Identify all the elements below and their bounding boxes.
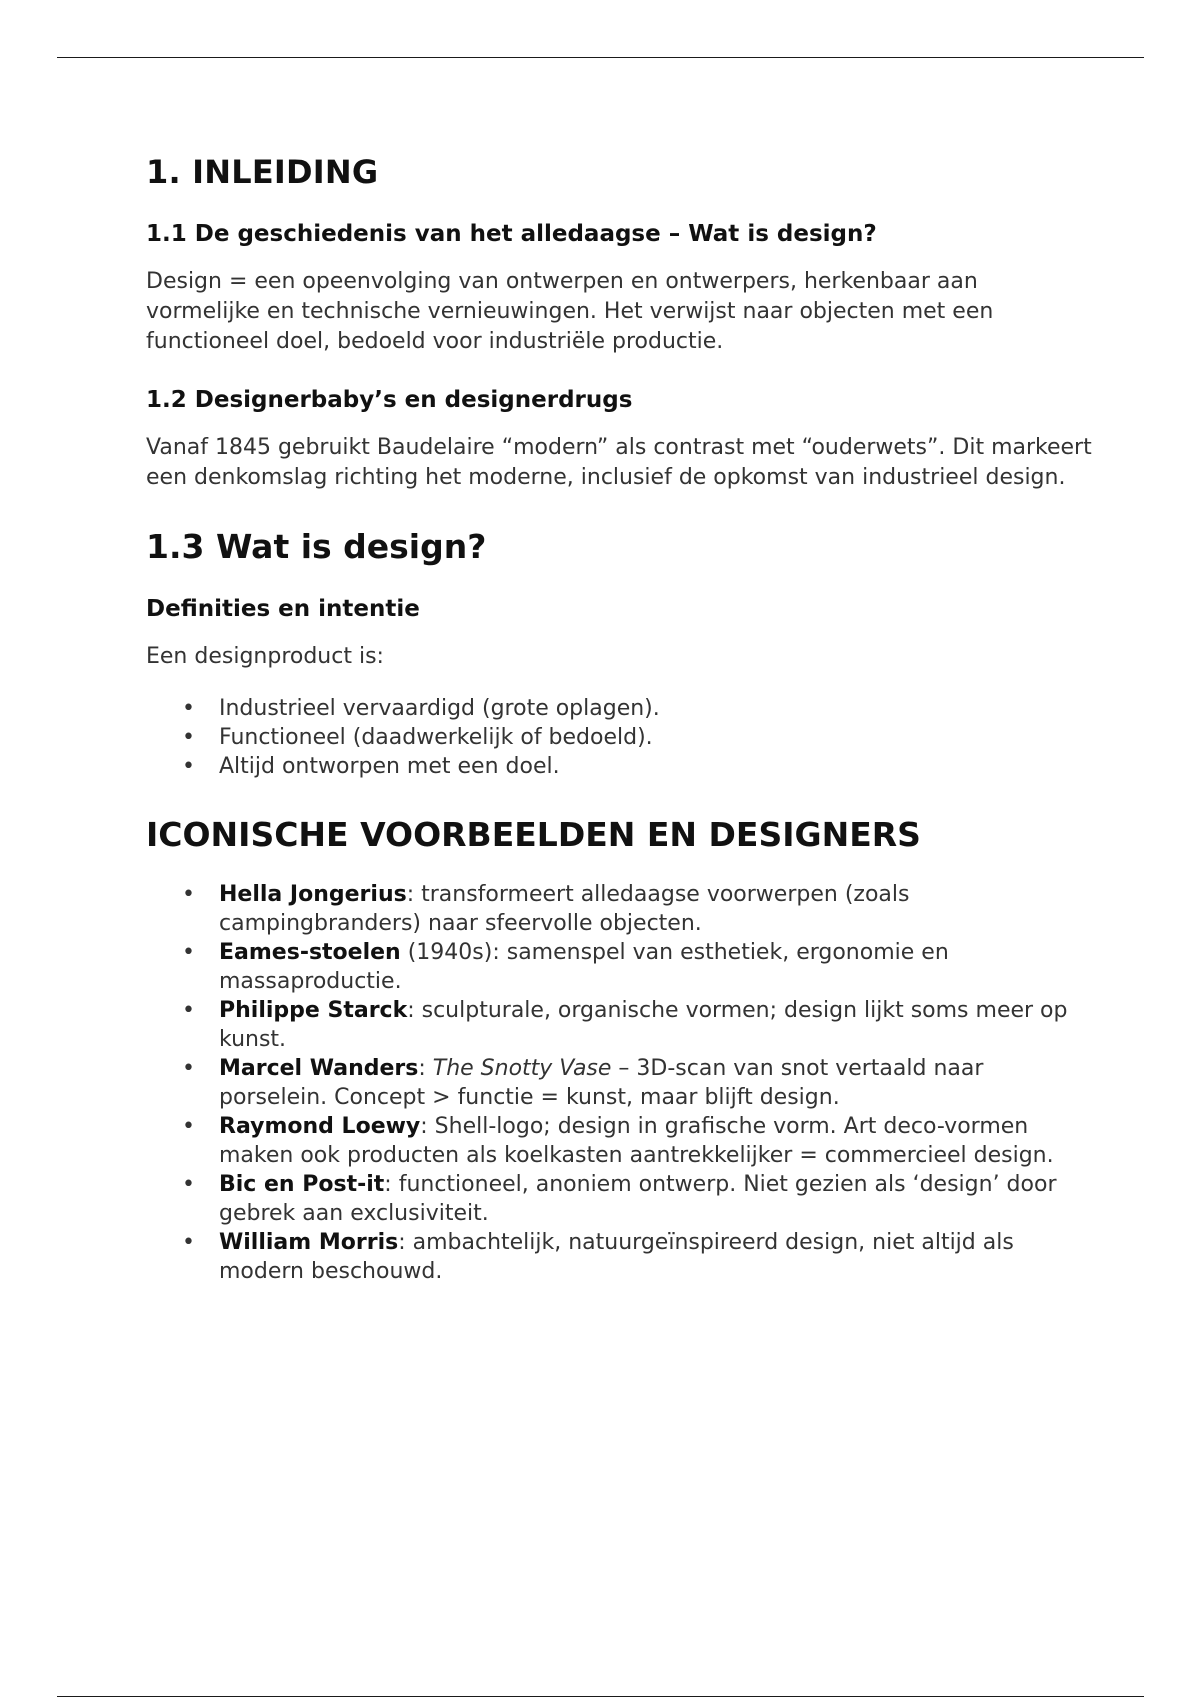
- designer-description: : functioneel, anoniem ontwerp. Niet gezien als ‘design’ door gebrek aan exclusiviteit.: [219, 1172, 1057, 1226]
- header-rule: [57, 57, 1144, 58]
- heading-definities: Definities en intentie: [146, 596, 420, 622]
- heading-section-1-2: 1.2 Designerbaby’s en designerdrugs: [146, 387, 633, 413]
- designer-description: – 3D-scan van snot vertaald naar porselein. Concept > functie = kunst, maar blijft design.: [219, 1056, 984, 1110]
- designer-list: [146, 880, 1096, 1286]
- document-page: [146, 145, 1096, 1286]
- paragraph-section-1-1: Design = een opeenvolging van ontwerpen en ontwerpers, herkenbaar aan vormelijke en technische vernieuwingen. Het verwijst naar objecten met een functioneel doel, bedoeld voor industriële productie.: [146, 269, 994, 354]
- list-item: [146, 752, 1096, 781]
- designer-name: Raymond Loewy: [219, 1114, 421, 1139]
- list-item: [146, 1170, 1096, 1228]
- list-item: [146, 1054, 1096, 1112]
- heading-section-1-3: 1.3 Wat is design?: [146, 527, 487, 566]
- footer-rule: [57, 1696, 1144, 1697]
- designer-name: Bic en Post-it: [219, 1172, 385, 1197]
- designer-name: Philippe Starck: [219, 998, 408, 1023]
- bullet-icon: •: [182, 1230, 195, 1255]
- list-item: [146, 996, 1096, 1054]
- designer-separator: :: [418, 1056, 433, 1081]
- list-item: [146, 938, 1096, 996]
- designer-description: : sculpturale, organische vormen; design lijkt soms meer op kunst.: [219, 998, 1068, 1052]
- designer-name: Hella Jongerius: [219, 882, 407, 907]
- bullet-icon: •: [182, 940, 195, 965]
- list-item: [146, 723, 1096, 752]
- bullet-icon: •: [182, 882, 195, 907]
- designer-description: : Shell-logo; design in grafische vorm. Art deco-vormen maken ook producten als koelkasten aantrekkelijker = commercieel design.: [219, 1114, 1054, 1168]
- bullet-icon: •: [182, 754, 195, 779]
- list-item: [146, 1112, 1096, 1170]
- designer-description: : transformeert alledaagse voorwerpen (zoals campingbranders) naar sfeervolle objecten.: [219, 882, 910, 936]
- bullet-icon: •: [182, 696, 195, 721]
- bullet-icon: •: [182, 725, 195, 750]
- designer-name: Eames-stoelen: [219, 940, 401, 965]
- designer-description: (1940s): samenspel van esthetiek, ergonomie en massaproductie.: [219, 940, 949, 994]
- bullet-icon: •: [182, 1056, 195, 1081]
- designer-name: William Morris: [219, 1230, 399, 1255]
- list-item-text: Industrieel vervaardigd (grote oplagen).: [219, 696, 660, 721]
- designer-description: : ambachtelijk, natuurgeïnspireerd design, niet altijd als modern beschouwd.: [219, 1230, 1014, 1284]
- paragraph-section-1-2: Vanaf 1845 gebruikt Baudelaire “modern” als contrast met “ouderwets”. Dit markeert een denkomslag richting het moderne, inclusief de opkomst van industrieel design.: [146, 435, 1092, 490]
- bullet-icon: •: [182, 998, 195, 1023]
- list-item: [146, 880, 1096, 938]
- definition-list: [146, 694, 1096, 781]
- list-item: [146, 1228, 1096, 1286]
- heading-iconische-voorbeelden: ICONISCHE VOORBEELDEN EN DESIGNERS: [146, 815, 921, 854]
- list-item-text: Altijd ontworpen met een doel.: [219, 754, 560, 779]
- heading-inleiding: 1. INLEIDING: [146, 153, 379, 191]
- bullet-icon: •: [182, 1172, 195, 1197]
- list-item-text: Functioneel (daadwerkelijk of bedoeld).: [219, 725, 653, 750]
- designer-name: Marcel Wanders: [219, 1056, 419, 1081]
- heading-section-1-1: 1.1 De geschiedenis van het alledaagse – Wat is design?: [146, 221, 877, 247]
- list-item: [146, 694, 1096, 723]
- designer-work-title: The Snotty Vase: [432, 1056, 612, 1081]
- paragraph-definitie-intro: Een designproduct is:: [146, 644, 384, 669]
- bullet-icon: •: [182, 1114, 195, 1139]
